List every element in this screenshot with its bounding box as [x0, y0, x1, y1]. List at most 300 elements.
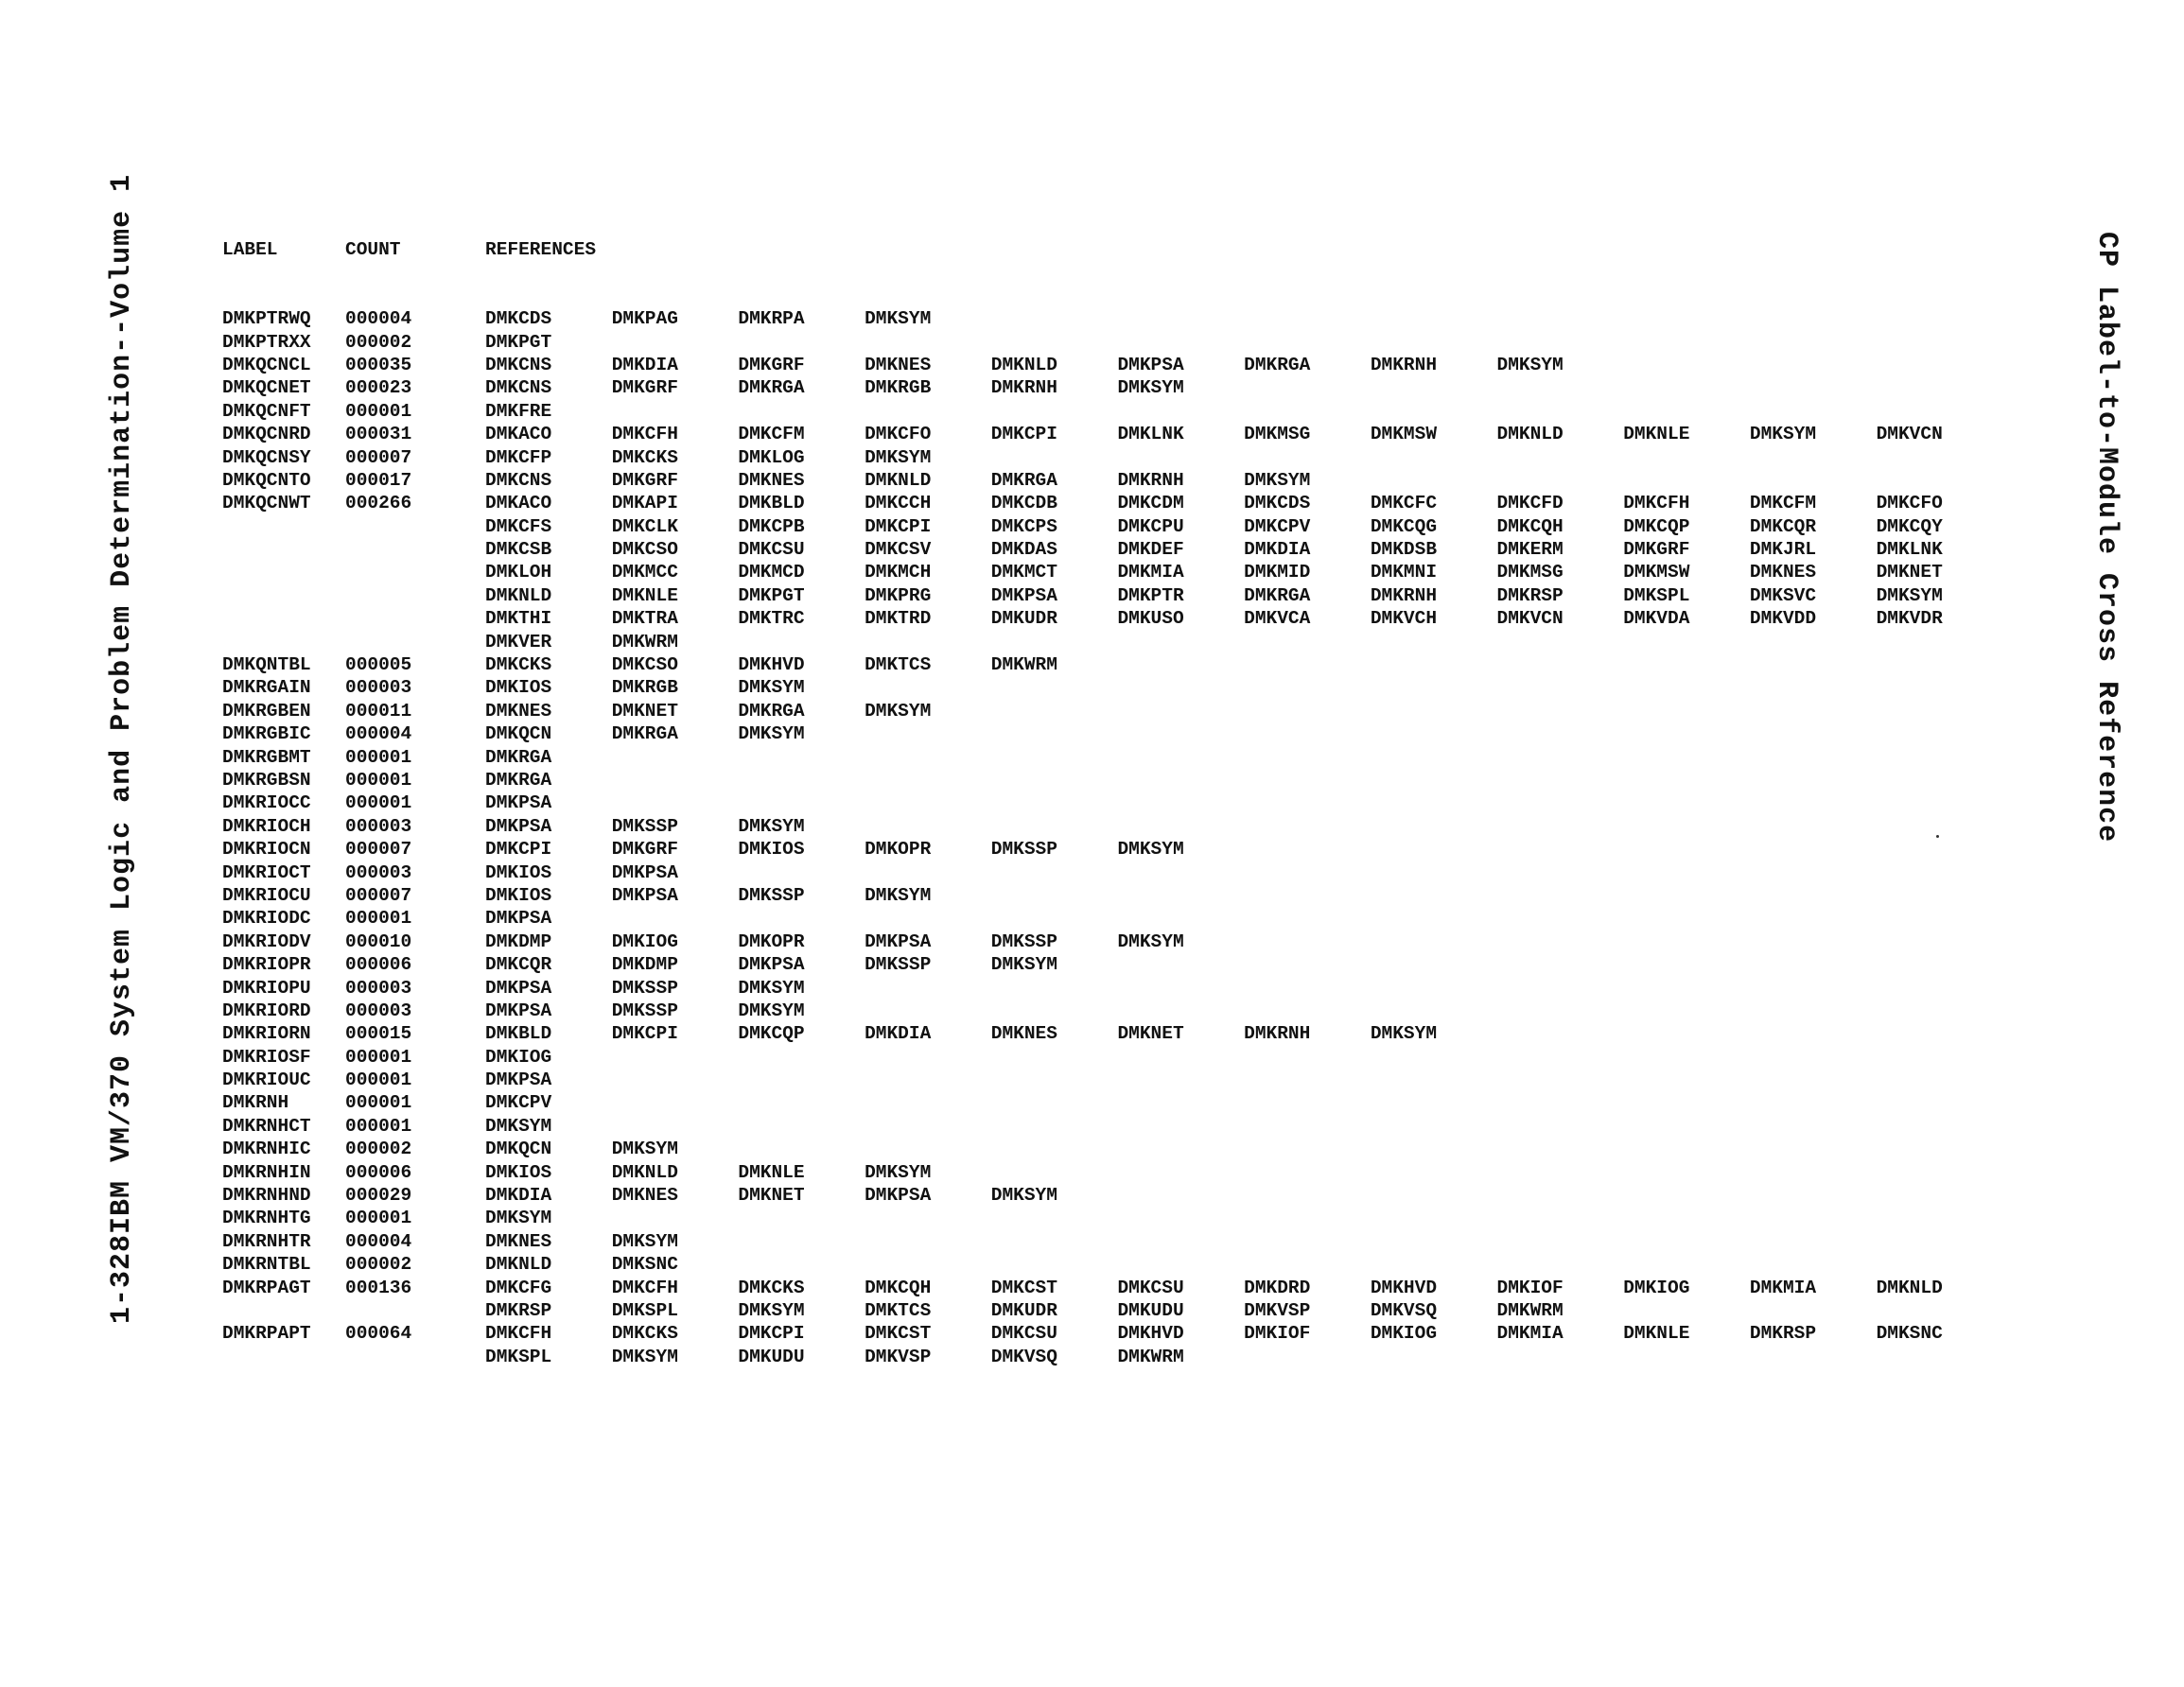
row-references — [485, 769, 2046, 791]
row-label: DMKRNHIC — [222, 1139, 311, 1160]
module-reference: DMKDIA — [611, 354, 678, 375]
module-reference: DMKCFD — [1496, 493, 1564, 514]
table-row — [222, 1046, 2046, 1069]
module-reference: DMKACO — [485, 424, 552, 445]
row-references — [485, 1138, 2046, 1160]
module-reference: DMKVER — [485, 631, 552, 652]
module-reference: DMKNLE — [1623, 424, 1690, 445]
module-reference: DMKNET — [738, 1185, 805, 1207]
module-reference: DMKSYM — [865, 446, 932, 468]
row-references — [485, 1230, 2046, 1253]
row-label: DMKRIOUC — [222, 1070, 311, 1091]
row-count: 000007 — [345, 839, 412, 861]
module-reference: DMKRGA — [990, 469, 1057, 491]
module-reference: DMKIOG — [1623, 1277, 1690, 1298]
module-reference: DMKVCH — [1370, 608, 1438, 630]
table-row — [222, 1000, 2046, 1022]
row-count: 000001 — [345, 770, 412, 791]
module-reference: DMKSNC — [611, 1254, 678, 1276]
row-label: DMKRNHTR — [222, 1230, 311, 1252]
module-reference: DMKSSP — [611, 815, 678, 837]
module-reference: DMKMNI — [1370, 562, 1438, 583]
module-reference: DMKVCN — [1876, 424, 1943, 445]
row-label: DMKRIOCN — [222, 839, 311, 861]
row-count: 000001 — [345, 908, 412, 930]
module-reference: DMKPSA — [990, 584, 1057, 606]
module-reference: DMKERM — [1496, 539, 1564, 561]
module-reference: DMKCPI — [738, 1323, 805, 1345]
module-reference: DMKGRF — [1623, 539, 1690, 561]
module-reference: DMKVDD — [1749, 608, 1817, 630]
module-reference: DMKIOS — [738, 839, 805, 861]
row-label: DMKRGBSN — [222, 770, 311, 791]
module-reference: DMKIOF — [1496, 1277, 1564, 1298]
module-reference: DMKNLD — [1876, 1277, 1943, 1298]
module-reference: DMKIOG — [485, 1046, 552, 1068]
row-count: 000003 — [345, 815, 412, 837]
row-label: DMKRIOSF — [222, 1046, 311, 1068]
module-reference: DMKMIA — [1117, 562, 1184, 583]
module-reference: DMKCKS — [611, 1323, 678, 1345]
row-count: 000007 — [345, 446, 412, 468]
table-row — [222, 1184, 2046, 1207]
module-reference: DMKCSU — [1117, 1277, 1184, 1298]
row-label: DMKRIODV — [222, 930, 311, 952]
row-label: DMKRIODC — [222, 908, 311, 930]
table-row — [222, 492, 2046, 653]
module-reference: DMKCKS — [738, 1277, 805, 1298]
table-row — [222, 1069, 2046, 1091]
module-reference: DMKLNK — [1117, 424, 1184, 445]
row-references — [485, 676, 2046, 699]
module-reference: DMKCPU — [1117, 515, 1184, 537]
module-reference: DMKCFO — [1876, 493, 1943, 514]
row-count: 000003 — [345, 977, 412, 999]
module-reference: DMKNLE — [738, 1161, 805, 1183]
module-reference: DMKPSA — [611, 861, 678, 883]
module-reference: DMKDSB — [1370, 539, 1438, 561]
table-row — [222, 884, 2046, 907]
module-reference: DMKPAG — [611, 308, 678, 330]
module-reference: DMKPTR — [1117, 584, 1184, 606]
module-reference: DMKNES — [485, 1230, 552, 1252]
table-row — [222, 953, 2046, 976]
module-reference: DMKWRM — [1117, 1346, 1184, 1367]
module-reference: DMKMCD — [738, 562, 805, 583]
row-label: DMKRNTBL — [222, 1254, 311, 1276]
table-row — [222, 791, 2046, 814]
module-reference: DMKSSP — [611, 1000, 678, 1021]
row-label: DMKQCNRD — [222, 424, 311, 445]
table-row — [222, 1022, 2046, 1045]
module-reference: DMKNLD — [990, 354, 1057, 375]
row-label: DMKRGAIN — [222, 677, 311, 699]
module-reference: DMKSSP — [611, 977, 678, 999]
module-reference: DMKCQP — [738, 1023, 805, 1045]
module-reference: DMKSPL — [485, 1346, 552, 1367]
module-reference: DMKCQH — [1496, 515, 1564, 537]
table-row — [222, 331, 2046, 354]
module-reference: DMKPSA — [485, 1000, 552, 1021]
row-label: DMKQCNTO — [222, 469, 311, 491]
module-reference: DMKTRD — [865, 608, 932, 630]
row-references — [485, 700, 2046, 722]
row-label: DMKRIOCH — [222, 815, 311, 837]
module-reference: DMKMSW — [1623, 562, 1690, 583]
module-reference: DMKCCH — [865, 493, 932, 514]
module-reference: DMKBLD — [485, 1023, 552, 1045]
row-label: DMKRIOPR — [222, 954, 311, 976]
module-reference: DMKHVD — [1117, 1323, 1184, 1345]
row-label: DMKRGBMT — [222, 746, 311, 768]
row-label: DMKRIOCT — [222, 861, 311, 883]
table-row — [222, 1138, 2046, 1160]
module-reference: DMKCST — [990, 1277, 1057, 1298]
label-column-header: LABEL — [222, 239, 278, 260]
module-reference: DMKPSA — [865, 1185, 932, 1207]
module-reference: DMKSYM — [1117, 839, 1184, 861]
module-reference: DMKRSP — [485, 1299, 552, 1321]
module-reference: DMKWRM — [1496, 1299, 1564, 1321]
row-references — [485, 815, 2046, 838]
row-count: 000064 — [345, 1323, 412, 1345]
row-label: DMKQCNFT — [222, 400, 311, 422]
row-references — [485, 354, 2046, 376]
module-reference: DMKCLK — [611, 515, 678, 537]
module-reference: DMKOPR — [865, 839, 932, 861]
module-reference: DMKCSU — [990, 1323, 1057, 1345]
module-reference: DMKMCT — [990, 562, 1057, 583]
module-reference: DMKNES — [611, 1185, 678, 1207]
table-row — [222, 653, 2046, 676]
module-reference: DMKPSA — [485, 1070, 552, 1091]
table-row — [222, 769, 2046, 791]
module-reference: DMKRGA — [485, 746, 552, 768]
module-reference: DMKMIA — [1496, 1323, 1564, 1345]
table-row — [222, 1161, 2046, 1184]
module-reference: DMKGRF — [611, 469, 678, 491]
module-reference: DMKCFG — [485, 1277, 552, 1298]
module-reference: DMKNLD — [485, 584, 552, 606]
module-reference: DMKCQG — [1370, 515, 1438, 537]
module-reference: DMKCKS — [611, 446, 678, 468]
row-count: 000003 — [345, 1000, 412, 1021]
module-reference: DMKCFO — [865, 424, 932, 445]
module-reference: DMKRGA — [738, 700, 805, 722]
table-row — [222, 423, 2046, 445]
module-reference: DMKSSP — [990, 930, 1057, 952]
left-margin-running-head — [106, 173, 138, 1324]
row-count: 000010 — [345, 930, 412, 952]
row-references — [485, 376, 2046, 399]
module-reference: DMKSYM — [738, 815, 805, 837]
row-label: DMKRGBEN — [222, 700, 311, 722]
module-reference: DMKCSO — [611, 539, 678, 561]
table-header — [222, 238, 2046, 261]
table-row — [222, 907, 2046, 930]
module-reference: DMKDMP — [611, 954, 678, 976]
module-reference: DMKWRM — [611, 631, 678, 652]
module-reference: DMKPSA — [485, 792, 552, 814]
module-reference: DMKVDR — [1876, 608, 1943, 630]
table-row — [222, 861, 2046, 884]
module-reference: DMKSPL — [611, 1299, 678, 1321]
module-reference: DMKMSG — [1244, 424, 1311, 445]
table-row — [222, 746, 2046, 769]
module-reference: DMKPGT — [738, 584, 805, 606]
module-reference: DMKPSA — [865, 930, 932, 952]
row-references — [485, 722, 2046, 745]
module-reference: DMKNLD — [865, 469, 932, 491]
module-reference: DMKVSP — [1244, 1299, 1311, 1321]
module-reference: DMKRGA — [738, 377, 805, 399]
module-reference: DMKTCS — [865, 654, 932, 676]
module-reference: DMKCSO — [611, 654, 678, 676]
row-label: DMKPTRWQ — [222, 308, 311, 330]
row-label: DMKRIORD — [222, 1000, 311, 1021]
row-references — [485, 953, 2046, 976]
row-references — [485, 1046, 2046, 1069]
module-reference: DMKRPA — [738, 308, 805, 330]
module-reference: DMKCPB — [738, 515, 805, 537]
row-count: 000004 — [345, 308, 412, 330]
module-reference: DMKCQP — [1623, 515, 1690, 537]
module-reference: DMKNLD — [611, 1161, 678, 1183]
module-reference: DMKUSO — [1117, 608, 1184, 630]
row-references — [485, 1207, 2046, 1229]
module-reference: DMKRGA — [1244, 584, 1311, 606]
module-reference: DMKRNH — [1117, 469, 1184, 491]
module-reference: DMKCFM — [738, 424, 805, 445]
module-reference: DMKSYM — [738, 1299, 805, 1321]
table-row — [222, 1115, 2046, 1138]
section-title: CP Label-to-Module Cross Reference — [2090, 232, 2123, 844]
module-reference: DMKIOS — [485, 884, 552, 906]
module-reference: DMKMCH — [865, 562, 932, 583]
row-references — [485, 930, 2046, 953]
row-references — [485, 653, 2046, 676]
module-reference: DMKRSP — [1496, 584, 1564, 606]
module-reference: DMKPSA — [485, 815, 552, 837]
row-references — [485, 861, 2046, 884]
cross-reference-table — [222, 238, 2046, 1368]
module-reference: DMKCDS — [1244, 493, 1311, 514]
row-count: 000001 — [345, 1092, 412, 1114]
row-count: 000002 — [345, 331, 412, 353]
row-count: 000002 — [345, 1254, 412, 1276]
table-row — [222, 1277, 2046, 1323]
module-reference: DMKWRM — [990, 654, 1057, 676]
scan-speck — [1936, 835, 1939, 838]
module-reference: DMKPSA — [485, 908, 552, 930]
module-reference: DMKNLE — [1623, 1323, 1690, 1345]
module-reference: DMKJRL — [1749, 539, 1817, 561]
module-reference: DMKSYM — [990, 954, 1057, 976]
module-reference: DMKNES — [738, 469, 805, 491]
module-reference: DMKVCN — [1496, 608, 1564, 630]
table-row — [222, 700, 2046, 722]
module-reference: DMKPSA — [738, 954, 805, 976]
module-reference: DMKACO — [485, 493, 552, 514]
module-reference: DMKDIA — [865, 1023, 932, 1045]
row-label: DMKRIOCC — [222, 792, 311, 814]
module-reference: DMKSYM — [865, 700, 932, 722]
row-label: DMKRPAPT — [222, 1323, 311, 1345]
table-row — [222, 469, 2046, 492]
module-reference: DMKGRF — [611, 377, 678, 399]
module-reference: DMKCFC — [1370, 493, 1438, 514]
module-reference: DMKTRC — [738, 608, 805, 630]
row-references — [485, 1322, 2046, 1368]
module-reference: DMKVSQ — [1370, 1299, 1438, 1321]
module-reference: DMKIOF — [1244, 1323, 1311, 1345]
module-reference: DMKRSP — [1749, 1323, 1817, 1345]
table-row — [222, 722, 2046, 745]
module-reference: DMKSYM — [485, 1115, 552, 1137]
table-row — [222, 977, 2046, 1000]
module-reference: DMKSYM — [611, 1346, 678, 1367]
table-row — [222, 1322, 2046, 1368]
row-count: 000031 — [345, 424, 412, 445]
module-reference: DMKCPV — [485, 1092, 552, 1114]
module-reference: DMKPSA — [485, 977, 552, 999]
row-references — [485, 469, 2046, 492]
row-count: 000007 — [345, 884, 412, 906]
module-reference: DMKMCC — [611, 562, 678, 583]
table-body — [222, 307, 2046, 1368]
module-reference: DMKDIA — [485, 1185, 552, 1207]
table-row — [222, 376, 2046, 399]
module-reference: DMKUDU — [1117, 1299, 1184, 1321]
references-column-header: REFERENCES — [485, 239, 597, 260]
row-references — [485, 1277, 2046, 1323]
module-reference: DMKCNS — [485, 469, 552, 491]
module-reference: DMKRGB — [611, 677, 678, 699]
module-reference: DMKCKS — [485, 654, 552, 676]
row-count: 000001 — [345, 1208, 412, 1229]
row-count: 000015 — [345, 1023, 412, 1045]
module-reference: DMKCPI — [611, 1023, 678, 1045]
module-reference: DMKSYM — [738, 1000, 805, 1021]
module-reference: DMKNET — [611, 700, 678, 722]
module-reference: DMKLOG — [738, 446, 805, 468]
module-reference: DMKDMP — [485, 930, 552, 952]
module-reference: DMKPGT — [485, 331, 552, 353]
table-row — [222, 1207, 2046, 1229]
module-reference: DMKIOG — [611, 930, 678, 952]
row-references — [485, 977, 2046, 1000]
row-count: 000266 — [345, 493, 412, 514]
module-reference: DMKSSP — [865, 954, 932, 976]
table-row — [222, 400, 2046, 423]
row-count: 000001 — [345, 792, 412, 814]
row-count: 000003 — [345, 861, 412, 883]
module-reference: DMKIOS — [485, 677, 552, 699]
module-reference: DMKTCS — [865, 1299, 932, 1321]
module-reference: DMKHVD — [738, 654, 805, 676]
row-references — [485, 331, 2046, 354]
module-reference: DMKNES — [990, 1023, 1057, 1045]
row-label: DMKQNTBL — [222, 654, 311, 676]
row-references — [485, 884, 2046, 907]
module-reference: DMKCDM — [1117, 493, 1184, 514]
row-references — [485, 1115, 2046, 1138]
module-reference: DMKTRA — [611, 608, 678, 630]
row-references — [485, 791, 2046, 814]
row-references — [485, 423, 2046, 445]
module-reference: DMKNET — [1117, 1023, 1184, 1045]
row-count: 000002 — [345, 1139, 412, 1160]
module-reference: DMKCFH — [485, 1323, 552, 1345]
module-reference: DMKIOG — [1370, 1323, 1438, 1345]
module-reference: DMKBLD — [738, 493, 805, 514]
row-label: DMKRIOCU — [222, 884, 311, 906]
module-reference: DMKCQY — [1876, 515, 1943, 537]
row-label: DMKRNHTG — [222, 1208, 311, 1229]
module-reference: DMKQCN — [485, 723, 552, 745]
row-count: 000001 — [345, 400, 412, 422]
module-reference: DMKCNS — [485, 377, 552, 399]
row-count: 000035 — [345, 354, 412, 375]
row-count: 000001 — [345, 1070, 412, 1091]
module-reference: DMKSYM — [738, 977, 805, 999]
page-number: 1-328 — [106, 1233, 138, 1324]
module-reference: DMKNLE — [611, 584, 678, 606]
row-count: 000029 — [345, 1185, 412, 1207]
module-reference: DMKPSA — [1117, 354, 1184, 375]
module-reference: DMKCPI — [485, 839, 552, 861]
module-reference: DMKMSW — [1370, 424, 1438, 445]
module-reference: DMKSYM — [1876, 584, 1943, 606]
row-count: 000017 — [345, 469, 412, 491]
module-reference: DMKNES — [485, 700, 552, 722]
module-reference: DMKDRD — [1244, 1277, 1311, 1298]
module-reference: DMKCST — [865, 1323, 932, 1345]
module-reference: DMKVSP — [865, 1346, 932, 1367]
module-reference: DMKDIA — [1244, 539, 1311, 561]
row-label: DMKRPAGT — [222, 1277, 311, 1298]
module-reference: DMKCSU — [738, 539, 805, 561]
module-reference: DMKSYM — [865, 308, 932, 330]
row-references — [485, 1022, 2046, 1045]
row-references — [485, 1091, 2046, 1114]
module-reference: DMKCFH — [611, 424, 678, 445]
module-reference: DMKCNS — [485, 354, 552, 375]
row-label: DMKQCNET — [222, 377, 311, 399]
module-reference: DMKRGA — [611, 723, 678, 745]
module-reference: DMKSYM — [990, 1185, 1057, 1207]
module-reference: DMKNES — [865, 354, 932, 375]
module-reference: DMKSYM — [485, 1208, 552, 1229]
table-row — [222, 446, 2046, 469]
module-reference: DMKPRG — [865, 584, 932, 606]
row-references — [485, 838, 2046, 861]
row-label: DMKRNH — [222, 1092, 311, 1114]
module-reference: DMKSYM — [611, 1230, 678, 1252]
row-label: DMKRIORN — [222, 1023, 311, 1045]
module-reference: DMKCPI — [865, 515, 932, 537]
module-reference: DMKRNH — [990, 377, 1057, 399]
module-reference: DMKCDB — [990, 493, 1057, 514]
module-reference: DMKSYM — [1749, 424, 1817, 445]
module-reference: DMKSYM — [1496, 354, 1564, 375]
module-reference: DMKIOS — [485, 861, 552, 883]
table-row — [222, 838, 2046, 861]
row-label: DMKRNHIN — [222, 1161, 311, 1183]
table-row — [222, 1230, 2046, 1253]
row-references — [485, 1184, 2046, 1207]
row-references — [485, 746, 2046, 769]
